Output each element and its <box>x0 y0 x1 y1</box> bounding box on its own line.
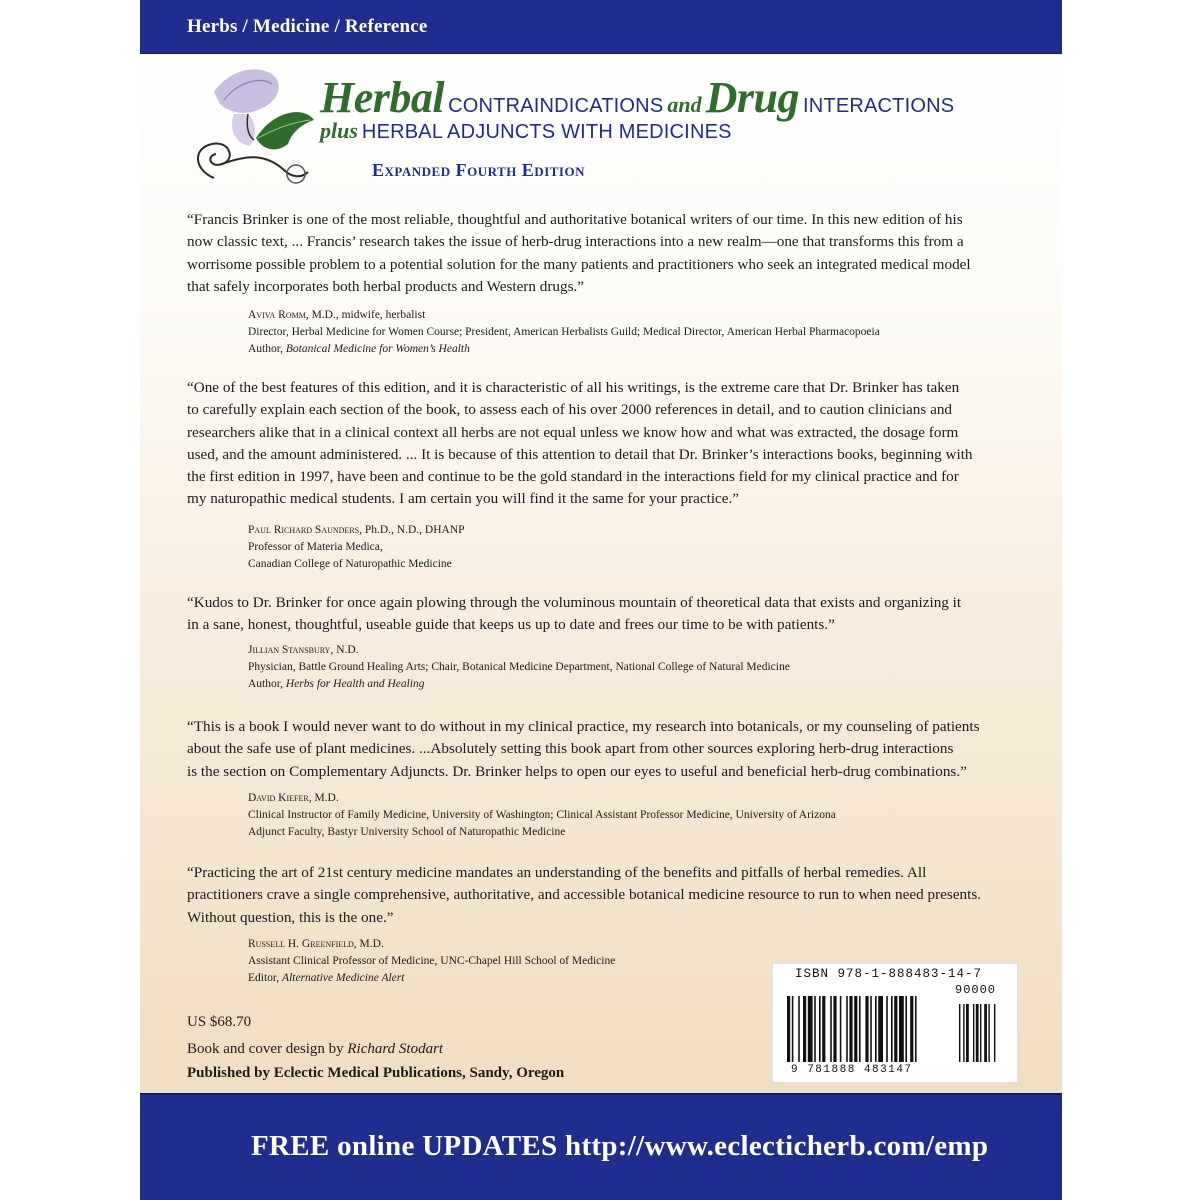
quote-line: worrisome possible problem to a potential solution for the many patients and practitioners who seek an integrated medical model <box>187 255 971 273</box>
barcode-bar <box>886 996 888 1062</box>
title-contraindications: CONTRAINDICATIONS <box>448 95 664 117</box>
barcode-bar <box>976 1004 979 1062</box>
barcode-bar <box>787 996 790 1062</box>
quote-line: “Francis Brinker is one of the most reliable, thoughtful and authoritative botanical writers of our time. In this new edition of his <box>187 211 963 228</box>
design-prefix: Book and cover design by <box>187 1041 348 1057</box>
editor-prefix: Editor, <box>248 972 283 984</box>
title-and: and <box>667 92 702 117</box>
title-line-1 <box>320 72 954 123</box>
barcode-bar <box>849 996 852 1062</box>
quote-line: to carefully explain each section of the book, to assess each of his over 2000 references in detail, and to caution clinicians and <box>187 401 953 419</box>
endorsement-quote-3 <box>187 592 1027 637</box>
isbn-barcode <box>772 963 1018 1083</box>
endorsement-attribution-3 <box>248 642 1028 693</box>
barcode-bar <box>854 996 857 1062</box>
barcode-digits: 9 781888 483147 <box>791 1064 913 1076</box>
barcode-bar <box>819 996 821 1062</box>
endorsement-attribution-4 <box>248 790 1028 841</box>
publisher-line: Published by Eclectic Medical Publications, Sandy, Oregon <box>187 1065 565 1081</box>
barcode-bar <box>846 996 848 1062</box>
barcode-bar <box>830 996 832 1062</box>
barcode-bar <box>814 996 816 1062</box>
barcode-bar <box>915 996 917 1062</box>
barcode-bar <box>963 1004 964 1062</box>
barcode-bar <box>959 1004 960 1062</box>
edition-label: Expanded Fourth Edition <box>372 160 585 180</box>
title-word-drug: Drug <box>705 73 799 122</box>
endorsement-quote-1 <box>187 209 1027 298</box>
barcode-bars <box>783 984 1007 1064</box>
price-code: 90000 <box>955 983 997 997</box>
endorser-credentials: , M.D., midwife, herbalist <box>305 309 426 321</box>
barcode-bar <box>994 1004 995 1062</box>
endorser-name: Aviva Romm <box>248 309 306 321</box>
endorsement-attribution-2 <box>248 522 1028 573</box>
barcode-bar <box>870 996 872 1062</box>
barcode-bar <box>899 996 904 1062</box>
barcode-bar <box>865 996 868 1062</box>
author-prefix: Author, <box>248 678 286 690</box>
quote-line: “One of the best features of this edition, and it is characteristic of all his writings, is the extreme care that Dr. Brinker has taken <box>187 379 960 396</box>
barcode-bar <box>803 996 806 1062</box>
endorsement-quote-2 <box>187 377 1027 511</box>
barcode-bar <box>894 996 897 1062</box>
endorser-credentials: , M.D. <box>353 938 384 950</box>
barcode-bar <box>878 996 883 1062</box>
endorser-credentials: , N.D. <box>330 644 359 656</box>
title-plus: plus <box>320 118 358 143</box>
barcode-bar <box>891 996 893 1062</box>
category-banner <box>140 0 1062 54</box>
barcode-bar <box>798 996 800 1062</box>
barcode-bar <box>859 996 861 1062</box>
isbn-text: ISBN 978-1-888483-14-7 <box>795 967 983 981</box>
title-adjuncts: HERBAL ADJUNCTS WITH MEDICINES <box>361 121 732 143</box>
quote-line: is the section on Complementary Adjuncts. Dr. Brinker helps to open our eyes to useful and beneficial herb-drug combinations.” <box>187 762 967 780</box>
design-credit <box>187 1041 443 1058</box>
title-line-2 <box>320 118 732 144</box>
quote-line: practitioners crave a single comprehensive, authoritative, and accessible botanical medicine resource to run to when need presents. <box>187 886 982 904</box>
endorser-role: Adjunct Faculty, Bastyr University School of Naturopathic Medicine <box>248 826 566 838</box>
price-label: US $68.70 <box>187 1014 252 1030</box>
barcode-bar <box>984 1004 987 1062</box>
quote-line: now classic text, ... Francis’ research takes the issue of herb-drug interactions into a new realm—one that transforms this from a <box>187 233 964 251</box>
book-title: Herbs for Health and Healing <box>285 678 425 690</box>
publication-title: Alternative Medicine Alert <box>282 972 405 984</box>
endorsement-attribution-1 <box>248 307 1028 358</box>
quote-line: used, and the amount administered. ... It is because of this attention to detail that Dr. Brinker’s interactions books, beginning with <box>187 445 973 463</box>
barcode-bar <box>910 996 913 1062</box>
title-interactions: INTERACTIONS <box>803 95 955 117</box>
quote-line: researchers alike that in a clinical context all herbs are not equal unless we know how and what was extracted, the dosage form <box>187 423 959 441</box>
endorser-name: Paul Richard Saunders <box>248 524 360 536</box>
endorser-credentials: , M.D. <box>308 792 339 804</box>
herb-flower-logo <box>184 60 324 200</box>
quote-line: that safely incorporates both herbal products and Western drugs.” <box>187 277 585 295</box>
endorser-role: Canadian College of Naturopathic Medicine <box>248 558 452 570</box>
book-back-cover <box>140 0 1062 1200</box>
barcode-bar <box>973 1004 974 1062</box>
endorser-roles: Physician, Battle Ground Healing Arts; Chair, Botanical Medicine Department, National College of Natural Medicine <box>248 661 790 673</box>
title-word-herbal: Herbal <box>320 73 445 122</box>
endorser-name: David Kiefer <box>248 792 309 804</box>
category-text: Herbs / Medicine / Reference <box>187 16 428 37</box>
quote-line: “Practicing the art of 21st century medicine mandates an understanding of the benefits and pitfalls of herbal remedies. All <box>187 864 927 881</box>
quote-line: my naturopathic medical students. I am certain you will find it the same for your practice.” <box>187 490 740 508</box>
endorser-role: Professor of Materia Medica, <box>248 541 383 553</box>
quote-line: the first edition in 1997, have been and continue to be the gold standard in the interactions field for my clinical practice and for <box>187 468 959 486</box>
endorser-name: Russell H. Greenfield <box>248 938 354 950</box>
author-prefix: Author, <box>248 343 286 355</box>
quote-line: in a sane, honest, thoughtful, useable guide that keeps us up to date and frees our time to be with patients.” <box>187 616 835 634</box>
barcode-bar <box>980 1004 981 1062</box>
endorser-role: Clinical Instructor of Family Medicine, University of Washington; Clinical Assistant Professor Medicine, University of Arizona <box>248 809 836 821</box>
endorser-roles: Assistant Clinical Professor of Medicine, UNC-Chapel Hill School of Medicine <box>248 955 616 967</box>
barcode-bar <box>833 996 836 1062</box>
barcode-bar <box>840 996 842 1062</box>
endorser-name: Jillian Stansbury <box>248 644 331 656</box>
barcode-bar <box>966 1004 969 1062</box>
endorsement-quote-5 <box>187 862 1027 929</box>
barcode-bar <box>792 996 794 1062</box>
barcode-bar <box>808 996 813 1062</box>
endorser-credentials: , Ph.D., N.D., DHANP <box>359 524 465 536</box>
quote-line: “This is a book I would never want to do without in my clinical practice, my research into botanicals, or my counseling of patients <box>187 718 980 735</box>
designer-name: Richard Stodart <box>347 1041 444 1057</box>
barcode-bar <box>822 996 825 1062</box>
updates-text[interactable]: FREE online UPDATES http://www.eclecticherb.com/emp <box>251 1130 989 1162</box>
updates-banner <box>140 1093 1062 1200</box>
quote-line: Without question, this is the one.” <box>187 908 394 926</box>
endorser-roles: Director, Herbal Medicine for Women Course; President, American Herbalists Guild; Medical Director, American Herbal Pharmacopoeia <box>248 326 880 338</box>
barcode-bar <box>988 1004 989 1062</box>
book-title: Botanical Medicine for Women’s Health <box>285 343 470 355</box>
quote-line: “Kudos to Dr. Brinker for once again plowing through the voluminous mountain of theoretical data that exists and organizing it <box>187 594 962 611</box>
barcode-bar <box>905 996 907 1062</box>
quote-line: about the safe use of plant medicines. ...Absolutely setting this book apart from other sources exploring herb-drug interactions <box>187 740 954 758</box>
barcode-bar <box>875 996 877 1062</box>
endorsement-quote-4 <box>187 716 1027 783</box>
